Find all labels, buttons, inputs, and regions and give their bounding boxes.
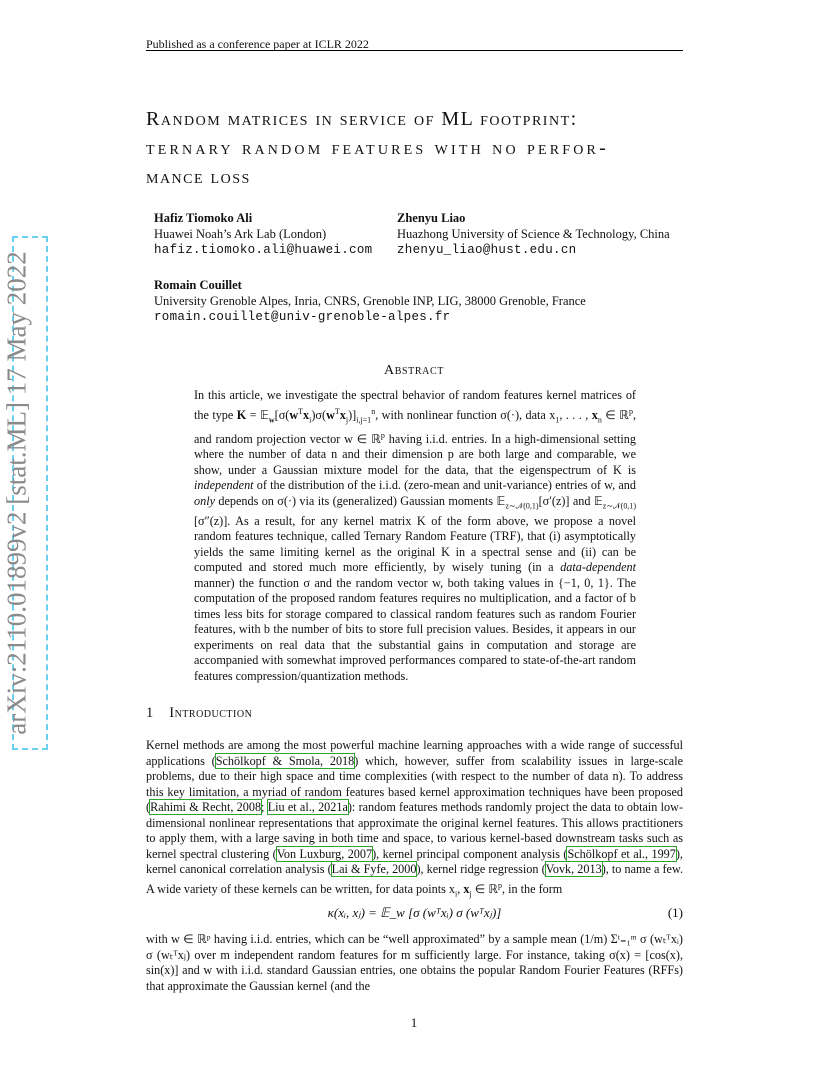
emphasis-independent: independent <box>194 478 254 493</box>
author-affiliation: Huazhong University of Science & Technology, China <box>397 227 670 241</box>
citation-link[interactable]: Vovk, 2013 <box>545 862 602 876</box>
abstract-body: In this article, we investigate the spectral behavior of random features kernel matrices of the type $K = 𝔼_w[\sigma(w^Tx_i)\sigma(w^Tx_j)]_{i,j=1}^n$, with nonlinear function σ(·), data $x_1$, . . . , $x_n$ ∈ ℝ$^p$, and random projection vector w ∈ ℝ$^p$ having i.i.d. entries. In a high-dimensional setting where the number of data n and their dimension p are both large and comparable, we show, under a Gaussian mixture model for the data, that the eigenspectrum of K is independent of the distribution of the i.i.d. (zero-mean and unit-variance) entries of w, and only depends on σ(·) via its (generalized) Gaussian moments 𝔼$_{z\sim 𝒩(0,1)}$[σ′(z)] and 𝔼$_{z\sim 𝒩(0,1)}$[σ″(z)]. As a result, for any kernel matrix K of the form above, we propose a novel random features technique, called Ternary Random Feature (TRF), that (i) asymptotically yields the same limiting kernel as the original K in a spectral sense and (ii) can be computed and stored much more efficiently, by wisely tuning (in a data-dependent manner) the function σ and the random vector w, both taking values in {−1, 0, 1}. The computation of the proposed random features requires no multiplication, and a factor of b times less bits for storage compared to classical random features such as random Fourier features, with b the number of bits to store full precision values. Besides, it appears in our experiments on real data that the substantial gains in computation and storage are accompanied with somewhat improved performances compared to state-of-the-art random features compression/quantization methods. <box>194 388 637 683</box>
abstract-text: In this article, we investigate the spectral behavior of random features kernel matrices of the type <box>194 388 636 422</box>
abstract-text: [σ′(z)] and 𝔼 <box>538 493 603 508</box>
abstract-text: having i.i.d. entries. In a high-dimensional setting where the number of data n and their dimension p are both large and comparable, we show, under a Gaussian mixture model for the data, that the eigenspectrum of K is <box>194 431 636 477</box>
author-affiliation: Huawei Noah’s Ark Lab (London) <box>154 227 327 241</box>
author-name: Romain Couillet <box>154 278 242 292</box>
paper-title <box>146 105 706 192</box>
title-line-1: Random matrices in service of ML footprint: <box>146 108 578 130</box>
body-text: ), kernel canonical correlation analysis ( <box>146 846 683 876</box>
citation-link[interactable]: Rahimi & Recht, 2008 <box>150 800 262 814</box>
equation-number: (1) <box>667 905 683 920</box>
body-text: ∈ ℝ <box>471 881 499 896</box>
section-title: Introduction <box>169 705 253 721</box>
body-text: ) which, however, suffer from scalability issues in large-scale problems, due to their high space and time complexities (with respect to the number of data n). To address this key limitation, a myriad of random features based kernel approximation techniques have been proposed ( <box>146 753 684 814</box>
intro-paragraph: Kernel methods are among the most powerful machine learning approaches with a wide range of successful applications (Schölkopf & Smola, 2018) which, however, suffer from scalability issues in large-scale problems, due to their high space and time complexities (with respect to the number of data n). To address this key limitation, a myriad of random features based kernel approximation techniques have been proposed (Rahimi & Recht, 2008; Liu et al., 2021a): random features methods randomly project the data to obtain low-dimensional nonlinear representations that approximate the original kernel features. This allows practitioners to apply them, with a large saving in both time and space, to various kernel-based downstream tasks such as kernel spectral clustering (Von Luxburg, 2007), kernel principal component analysis (Schölkopf et al., 1997), kernel canonical correlation analysis (Lai & Fyfe, 2000), kernel ridge regression (Vovk, 2013), to name a few. A wide variety of these kernels can be written, for data points $x_i$, $x_j$ ∈ ℝ$^p$, in the form <box>146 738 684 898</box>
author-block-2 <box>397 210 670 258</box>
citation-link[interactable]: Von Luxburg, 2007 <box>276 846 373 861</box>
body-text: with w ∈ ℝᵖ having i.i.d. entries, which can be “well approximated” by a sample mean (1/m) Σᵗ₌₁ᵐ σ (wₜᵀxᵢ) σ (wₜᵀxⱼ) over m independent random features for m sufficiently large. For instance, taking σ(x) = [cos(x), sin(x)] and w with i.i.d. standard Gaussian entries, one obtains the popular Random Fourier Features (RFFs) that approximate the Gaussian kernel (and the <box>146 932 683 993</box>
arxiv-stamp[interactable]: arXiv:2110.01899v2 [stat.ML] 17 May 2022 <box>1 251 32 735</box>
section-heading <box>146 705 252 722</box>
body-text: , in the form <box>502 881 563 896</box>
body-text: ), to name a few. A wide variety of these kernels can be written, for data points x <box>146 862 684 896</box>
author-email[interactable]: hafiz.tiomoko.ali@huawei.com <box>154 243 373 257</box>
title-line-3: mance loss <box>146 166 251 188</box>
citation-link[interactable]: Liu et al., 2021a <box>267 800 348 814</box>
page-number: 1 <box>410 1015 418 1030</box>
header-rule <box>146 50 683 51</box>
equation-body: κ(xᵢ, xⱼ) = 𝔼_w [σ (wᵀxᵢ) σ (wᵀxⱼ)] <box>327 905 502 920</box>
body-text: ; <box>261 800 268 814</box>
body-text: ), kernel principal component analysis ( <box>372 846 568 861</box>
author-name: Zhenyu Liao <box>397 211 466 225</box>
author-name: Hafiz Tiomoko Ali <box>154 211 253 225</box>
abstract-text: ∈ ℝ <box>601 407 629 422</box>
intro-paragraph-continued <box>146 932 683 994</box>
author-block-3 <box>154 277 586 325</box>
author-email[interactable]: zhenyu_liao@hust.edu.cn <box>397 243 577 257</box>
author-block-1 <box>154 210 372 258</box>
emphasis-only: only <box>194 493 215 508</box>
abstract-text: [σ″(z)]. As a result, for any kernel matrix K of the form above, we propose a novel random features technique, called Ternary Random Feature (TRF), that (i) asymptotically yields the same limiting kernel as the original K in a spectral sense and (ii) can be computed and stored much more efficiently, by wisely tuning (in a <box>194 513 636 574</box>
author-email[interactable]: romain.couillet@univ-grenoble-alpes.fr <box>154 310 451 324</box>
running-header: Published as a conference paper at ICLR 2022 <box>146 37 369 51</box>
citation-link[interactable]: Lai & Fyfe, 2000 <box>331 862 417 876</box>
abstract-text: , and random projection vector w ∈ ℝ <box>194 407 637 446</box>
equation-1 <box>146 905 683 925</box>
abstract-text: depends on σ(·) via its (generalized) Gaussian moments 𝔼 <box>214 493 506 508</box>
emphasis-data-dependent: data-dependent <box>560 560 636 574</box>
author-affiliation: University Grenoble Alpes, Inria, CNRS, Grenoble INP, LIG, 38000 Grenoble, France <box>154 294 586 308</box>
abstract-heading: Abstract <box>384 363 444 378</box>
body-text: ), kernel ridge regression ( <box>416 862 546 876</box>
body-text: ): random features methods randomly project the data to obtain low-dimensional nonlinear representations that approximate the original kernel features. This allows practitioners to apply them, with a large saving in both time and space, to various kernel-based downstream tasks such as kernel spectral clustering ( <box>146 800 683 861</box>
abstract-text: , with nonlinear function σ(·), data x <box>375 407 556 422</box>
abstract-text: manner) the function σ and the random vector w, both taking values in {−1, 0, 1}. The computation of the proposed random features requires no multiplication, and a factor of b times less bits for storage compared to classical random features such as random Fourier features, with b the number of bits to store full precision values. Besides, it appears in our experiments on real data that the substantial gains in computation and storage are accompanied with somewhat improved performances compared to state-of-the-art random features compression/quantization methods. <box>194 575 636 683</box>
citation-link[interactable]: Schölkopf & Smola, 2018 <box>215 753 355 768</box>
body-text: Kernel methods are among the most powerful machine learning approaches with a wide range of successful applications ( <box>146 738 683 768</box>
abstract-text: of the distribution of the i.i.d. (zero-mean and unit-variance) entries of w, and <box>253 478 636 493</box>
section-number: 1 <box>146 705 154 721</box>
title-line-2: ternary random features with no perfor- <box>146 137 609 159</box>
citation-link[interactable]: Schölkopf et al., 1997 <box>567 846 676 861</box>
